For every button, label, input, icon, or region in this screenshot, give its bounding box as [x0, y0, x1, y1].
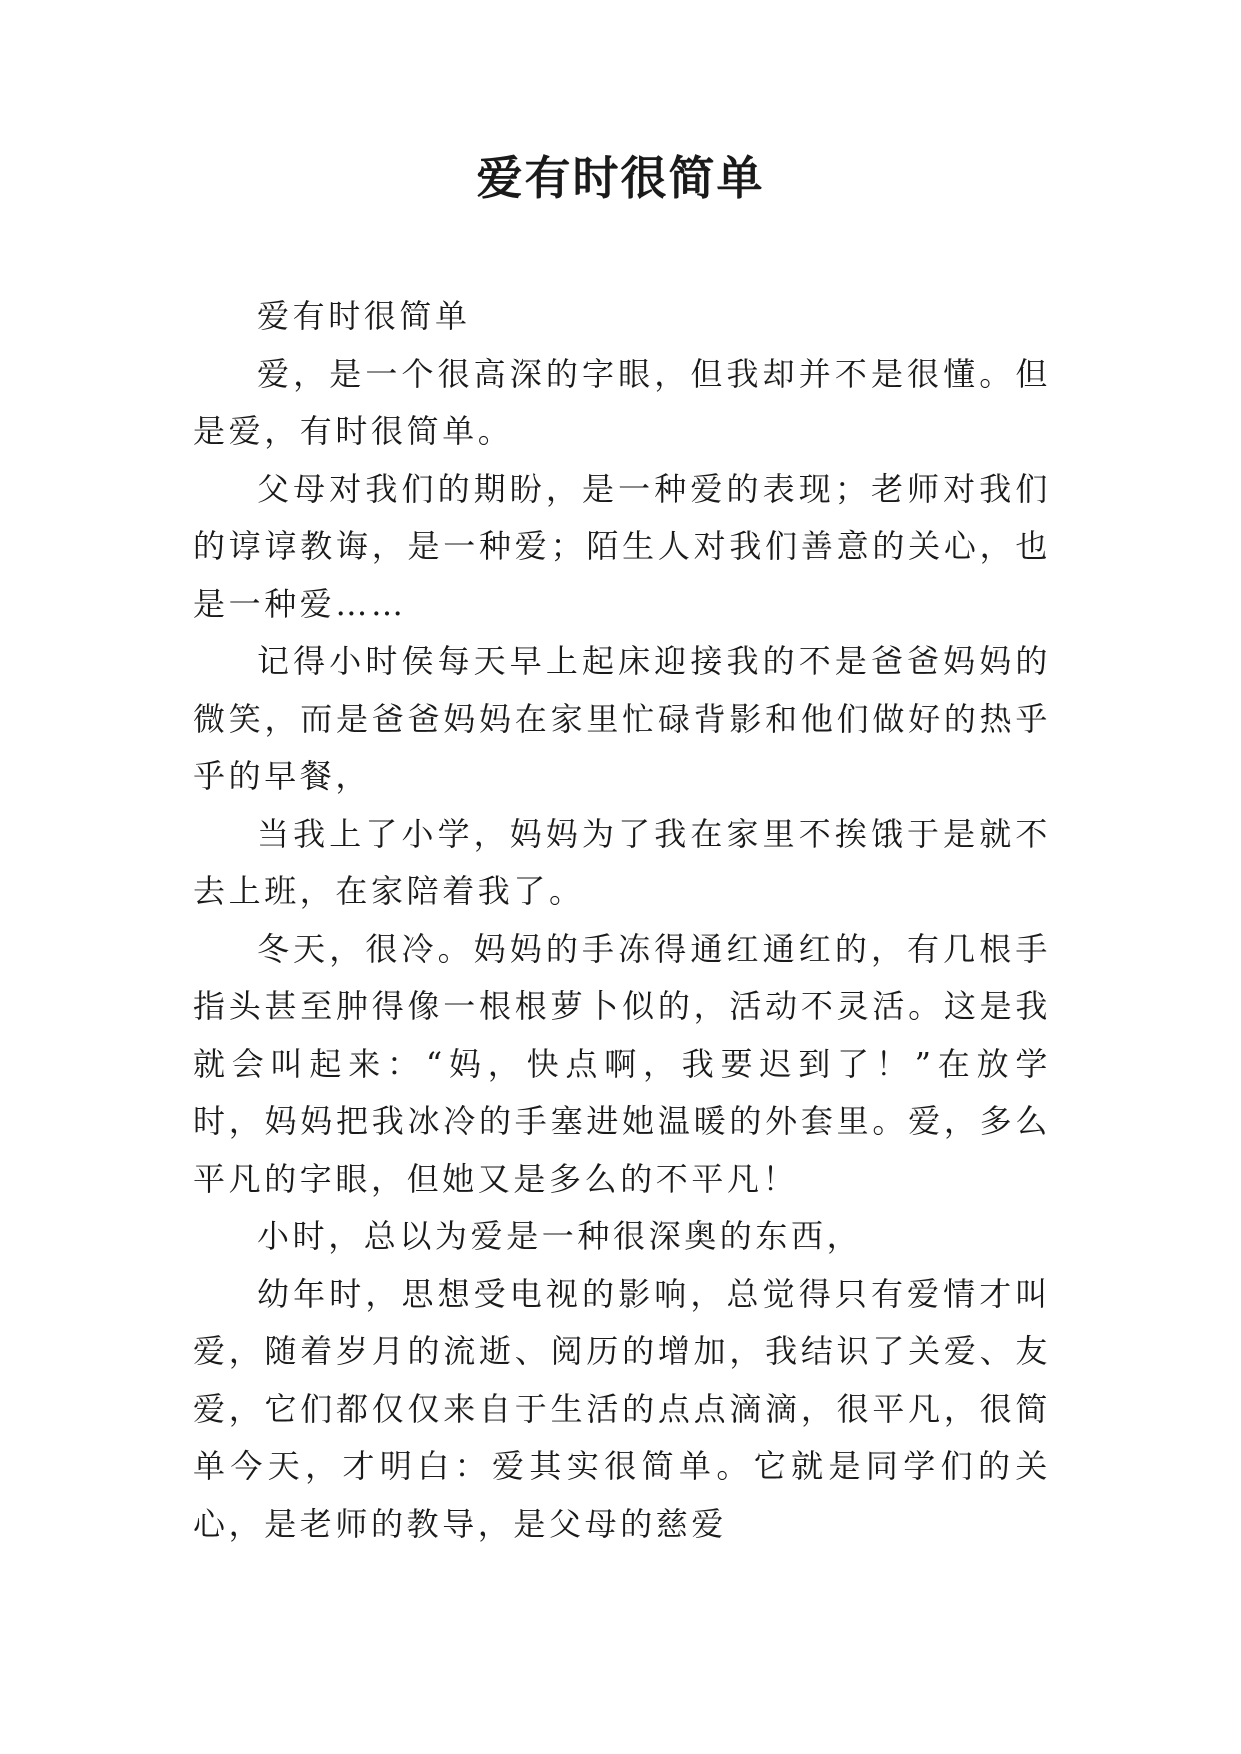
paragraph: 父母对我们的期盼，是一种爱的表现；老师对我们的谆谆教诲，是一种爱；陌生人对我们善意的关心，也是一种爱……: [193, 469, 1051, 623]
paragraph-heading: 爱有时很简单: [257, 297, 471, 335]
paragraph: 爱，是一个很高深的字眼，但我却并不是很懂。但是爱，有时很简单。: [193, 354, 1051, 450]
document-body: [193, 288, 1051, 1553]
paragraph: 幼年时，思想受电视的影响，总觉得只有爱情才叫爱，随着岁月的流逝、阅历的增加，我结识了关爱、友爱，它们都仅仅来自于生活的点点滴滴，很平凡，很简单今天，才明白：爱其实很简单。它就是同学们的关心，是老师的教导，是父母的慈爱: [193, 1274, 1051, 1543]
paragraph: 小时，总以为爱是一种很深奥的东西，: [257, 1217, 863, 1255]
paragraph: 记得小时侯每天早上起床迎接我的不是爸爸妈妈的微笑，而是爸爸妈妈在家里忙碌背影和他们做好的热乎乎的早餐，: [193, 642, 1051, 795]
paragraph: 当我上了小学，妈妈为了我在家里不挨饿于是就不去上班，在家陪着我了。: [193, 814, 1051, 910]
paragraph: 冬天，很冷。妈妈的手冻得通红通红的，有几根手指头甚至肿得像一根根萝卜似的，活动不灵活。这是我就会叫起来：“妈，快点啊，我要迟到了！”在放学时，妈妈把我冰冷的手塞进她温暖的外套里。爱，多么平凡的字眼，但她又是多么的不平凡！: [193, 929, 1051, 1198]
document-title: 爱有时很简单: [476, 151, 765, 205]
